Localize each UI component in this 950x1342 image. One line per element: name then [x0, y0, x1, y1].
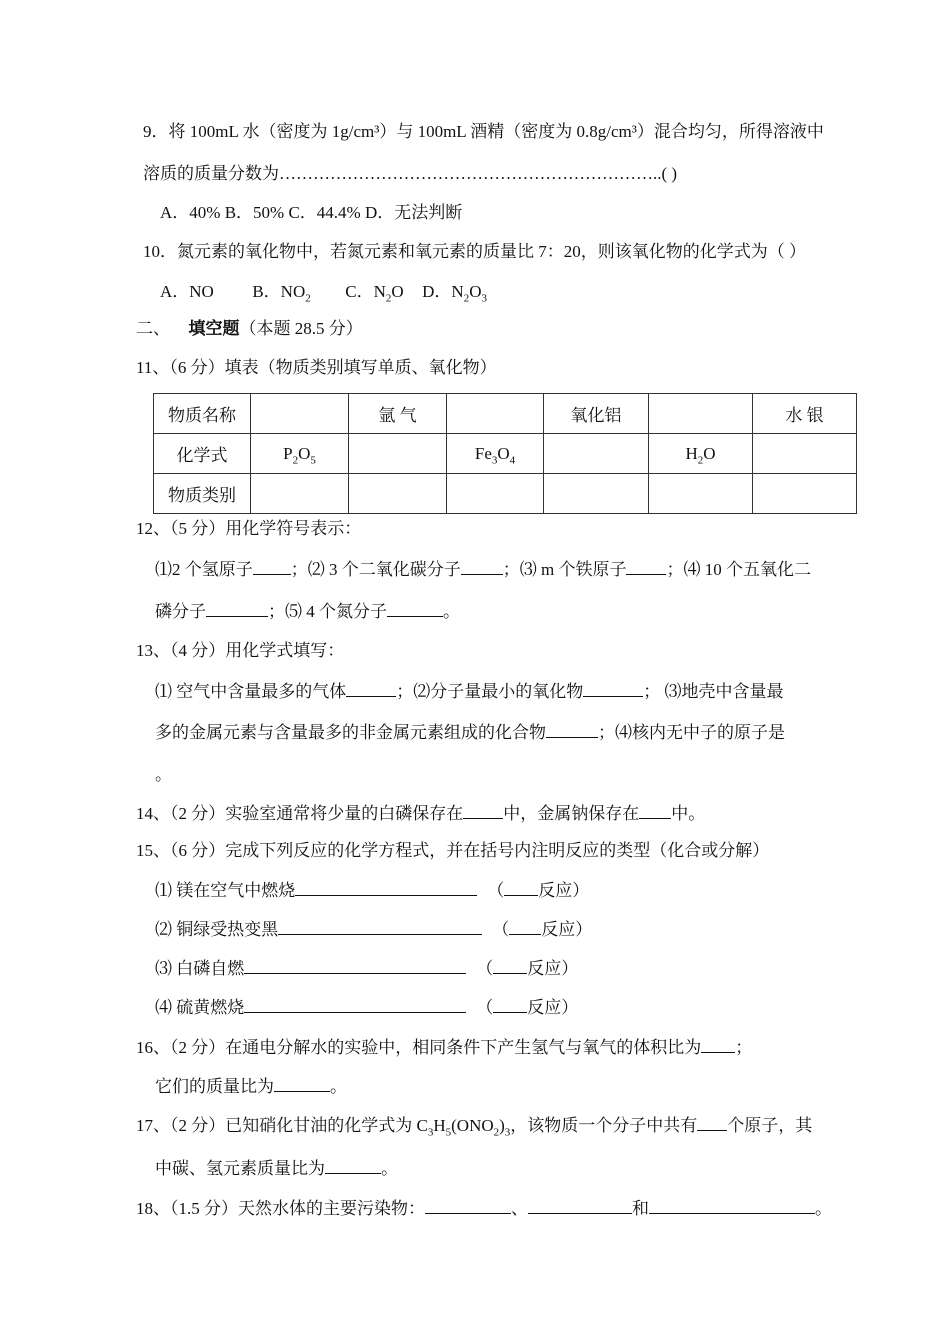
- table-cell: 水 银: [753, 394, 857, 434]
- table-row: [154, 474, 857, 514]
- answer-blank[interactable]: [463, 801, 503, 819]
- q13-line1: 13、（4 分）用化学式填写：: [136, 641, 345, 660]
- table-cell: [251, 394, 349, 434]
- answer-blank[interactable]: [461, 557, 503, 575]
- table-cell: [349, 474, 447, 514]
- section-heading: [136, 318, 363, 340]
- answer-blank[interactable]: [295, 878, 477, 896]
- answer-blank[interactable]: [546, 720, 598, 738]
- table-cell: $Fe_3O_4$: [447, 434, 544, 474]
- row-header: 物质类别: [154, 474, 251, 514]
- q15-item: ⑶ 白磷自燃 （ 反应）: [155, 956, 578, 980]
- answer-blank[interactable]: [701, 1035, 735, 1053]
- answer-blank[interactable]: [253, 557, 291, 575]
- table-cell: 氧化铝: [544, 394, 649, 434]
- answer-blank[interactable]: [626, 557, 666, 575]
- table-cell: 氩 气: [349, 394, 447, 434]
- answer-blank[interactable]: [346, 679, 396, 697]
- q15-item: ⑵ 铜绿受热变黑 （ 反应）: [155, 917, 592, 941]
- table-cell: [753, 434, 857, 474]
- table-cell: [753, 474, 857, 514]
- table-cell: [447, 474, 544, 514]
- q14-line: 14、（2 分）实验室通常将少量的白磷保存在 中，金属钠保存在 中。: [136, 801, 705, 825]
- answer-blank[interactable]: [493, 956, 527, 974]
- table-row: [154, 434, 857, 474]
- q13-line4: 。: [155, 765, 172, 784]
- table-cell: [649, 474, 753, 514]
- q9-line1: 9．将 100mL 水（密度为 1g/cm³）与 100mL 酒精（密度为 0.8g/cm³）混合均匀，所得溶液中: [143, 122, 824, 141]
- section-number: 二、: [136, 319, 170, 338]
- q18-line: 18、（1.5 分）天然水体的主要污染物： 、 和 。: [136, 1196, 832, 1220]
- answer-blank[interactable]: [649, 1196, 815, 1214]
- q10-option-a: A．NO: [160, 282, 214, 301]
- answer-blank[interactable]: [697, 1113, 727, 1131]
- section-title: 填空题: [188, 319, 240, 338]
- answer-blank[interactable]: [278, 917, 482, 935]
- q10-option-c: C．$N_2O$: [345, 282, 404, 305]
- q9-line2: 溶质的质量分数为…………………………………………………………..( ): [143, 164, 678, 183]
- q17-line1: 17、（2 分）已知硝化甘油的化学式为 $C_3H_5(ONO_2)_3$，该物质一个分子中共有 个原子，其: [136, 1113, 812, 1137]
- answer-blank[interactable]: [425, 1196, 511, 1214]
- table-row: [154, 394, 857, 434]
- section-note: （本题 28.5 分）: [239, 319, 363, 338]
- answer-blank[interactable]: [206, 599, 268, 617]
- answer-blank[interactable]: [583, 679, 643, 697]
- q17-line2: 中碳、氢元素质量比为 。: [155, 1156, 398, 1180]
- q10-options: [160, 281, 487, 303]
- answer-blank[interactable]: [509, 917, 541, 935]
- answer-blank[interactable]: [274, 1074, 330, 1092]
- answer-blank[interactable]: [639, 801, 671, 819]
- q12-line1: 12、（5 分）用化学符号表示：: [136, 519, 362, 538]
- q15-item: ⑴ 镁在空气中燃烧 （ 反应）: [155, 878, 589, 902]
- q11-line1: 11、（6 分）填表（物质类别填写单质、氧化物）: [136, 358, 497, 377]
- answer-blank[interactable]: [325, 1156, 381, 1174]
- q9-options: A．40% B．50% C．44.4% D．无法判断: [160, 203, 463, 222]
- q10-line1: 10．氮元素的氧化物中，若氮元素和氧元素的质量比 7：20，则该氧化物的化学式为（ ）: [143, 242, 806, 261]
- table-cell: [544, 434, 649, 474]
- q10-option-b: B．$NO_2$: [252, 282, 311, 305]
- answer-blank[interactable]: [387, 599, 443, 617]
- q10-option-d: D．$N_2O_3$: [422, 282, 487, 305]
- q12-line2: ⑴2 个氢原子 ；⑵ 3 个二氧化碳分子 ；⑶ m 个铁原子 ；⑷ 10 个五氧化二: [155, 557, 811, 581]
- answer-blank[interactable]: [493, 995, 527, 1013]
- table-cell: [349, 434, 447, 474]
- q16-line2: 它们的质量比为 。: [155, 1074, 347, 1098]
- table-cell: [544, 474, 649, 514]
- q13-line2: ⑴ 空气中含量最多的气体 ；⑵分子量最小的氧化物 ； ⑶地壳中含量最: [155, 679, 784, 703]
- table-cell: [447, 394, 544, 434]
- q13-line3: 多的金属元素与含量最多的非金属元素组成的化合物 ；⑷核内无中子的原子是: [155, 720, 785, 744]
- table-cell: [251, 474, 349, 514]
- q15-line1: 15、（6 分）完成下列反应的化学方程式，并在括号内注明反应的类型（化合或分解）: [136, 841, 770, 860]
- q16-line1: 16、（2 分）在通电分解水的实验中，相同条件下产生氢气与氧气的体积比为 ；: [136, 1035, 752, 1059]
- q12-line3: 磷分子 ；⑸ 4 个氮分子 。: [155, 599, 460, 623]
- row-header: 物质名称: [154, 394, 251, 434]
- row-header: 化学式: [154, 434, 251, 474]
- answer-blank[interactable]: [244, 995, 466, 1013]
- table-cell: [649, 394, 753, 434]
- q15-item: ⑷ 硫黄燃烧 （ 反应）: [155, 995, 578, 1019]
- q11-table: [153, 393, 857, 514]
- answer-blank[interactable]: [504, 878, 538, 896]
- table-cell: $P_2O_5$: [251, 434, 349, 474]
- table-cell: $H_2O$: [649, 434, 753, 474]
- answer-blank[interactable]: [528, 1196, 632, 1214]
- answer-blank[interactable]: [244, 956, 466, 974]
